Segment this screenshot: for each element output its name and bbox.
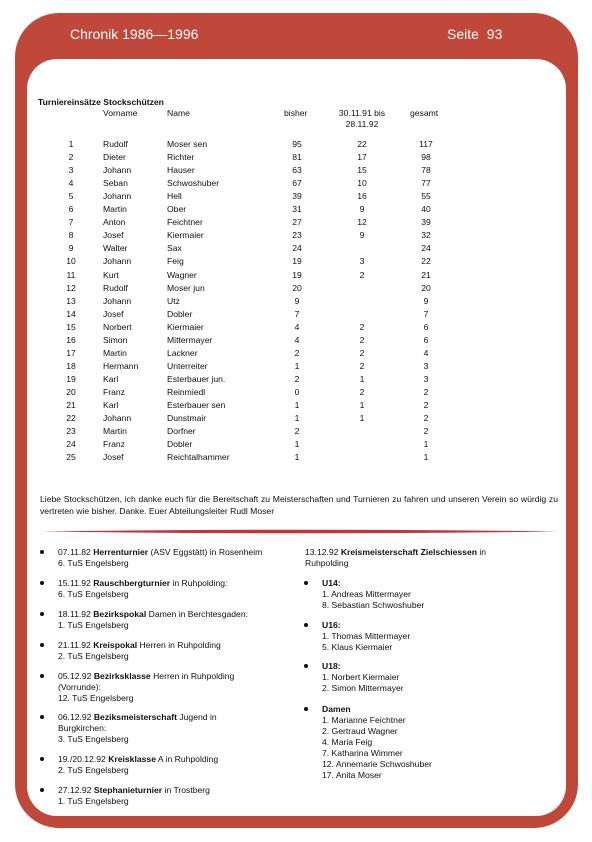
event-result: 3. TuS Engelsberg	[58, 734, 129, 744]
event-result: 6. TuS Engelsberg	[58, 558, 129, 568]
table-title: Turniereinsätze Stockschützen	[38, 97, 164, 107]
group-placing: 1. Thomas Mittermayer	[322, 631, 411, 641]
row-name: Esterbauer sen	[167, 400, 226, 410]
row-rank: 17	[66, 347, 76, 358]
row-gesamt: 4	[423, 347, 429, 358]
event-date: 27.12.92	[58, 785, 94, 795]
row-rank: 7	[68, 217, 74, 228]
row-bisher: 67	[292, 178, 302, 189]
group-placing: 17. Anita Moser	[322, 770, 382, 780]
group-title: U18:	[322, 661, 341, 671]
event-date: 06.12.92	[58, 712, 94, 722]
row-gesamt: 1	[423, 452, 429, 463]
row-bisher: 4	[294, 321, 300, 332]
row-gesamt: 24	[421, 243, 431, 254]
header-period	[332, 108, 392, 130]
kreis-title: Kreismeisterschaft Zielschiessen	[340, 547, 477, 557]
bullet-icon	[40, 788, 44, 792]
row-gesamt: 98	[421, 152, 431, 163]
row-rank: 2	[68, 152, 74, 163]
row-period: 22	[357, 139, 367, 149]
event-title: Herrenturnier	[93, 547, 149, 557]
row-bisher: 1	[294, 452, 300, 463]
row-gesamt: 6	[423, 334, 429, 345]
bullet-icon	[40, 715, 44, 719]
row-name: Wagner	[167, 269, 197, 280]
event-detail: in Trostberg	[162, 785, 210, 795]
row-name: Moser jun	[167, 282, 205, 293]
kreis-group	[322, 661, 552, 694]
row-name: Reichtalhammer	[167, 452, 230, 463]
row-gesamt: 2	[423, 413, 429, 424]
bullet-icon	[304, 707, 308, 711]
event-title: Stephanieturnier	[93, 785, 163, 795]
event-item	[58, 671, 298, 704]
kreis-group	[322, 704, 552, 781]
event-item	[58, 578, 298, 600]
bullet-icon	[40, 550, 44, 554]
row-period: 10	[357, 178, 367, 189]
row-rank: 13	[66, 295, 76, 306]
row-vorname: Martin	[103, 204, 127, 215]
closing-note: Liebe Stockschützen, ich danke euch für die Bereitschaft zu Meisterschaften und Turnieren zu fahren und unseren Verein so würdig zu vertreten wie bisher. Danke. Euer Abteilungsleiter Rudl Moser	[40, 494, 558, 516]
row-gesamt: 9	[423, 295, 429, 306]
row-name: Kiermaier	[167, 230, 204, 241]
event-date: 07.11.82	[58, 547, 94, 557]
row-vorname: Josef	[103, 230, 124, 241]
row-bisher: 1	[294, 360, 300, 371]
row-gesamt: 40	[421, 204, 431, 215]
row-name: Esterbauer jun.	[167, 373, 226, 384]
event-item	[58, 754, 298, 776]
row-gesamt: 7	[423, 308, 429, 319]
event-title: Beziksmeisterschaft	[93, 712, 177, 722]
row-gesamt: 78	[421, 165, 431, 176]
group-placing: 1. Marianne Feichtner	[322, 715, 406, 725]
page-number: Seite 93	[447, 26, 503, 42]
row-period: 2	[359, 334, 365, 345]
event-detail: Damen in Berchtesgaden:	[146, 609, 248, 619]
group-placing: 4. Maria Feig	[322, 737, 373, 747]
header-bisher: bisher	[284, 108, 308, 118]
row-bisher: 19	[292, 269, 302, 280]
row-bisher: 4	[294, 334, 300, 345]
event-result: 1. TuS Engelsberg	[58, 796, 129, 806]
event-title: Kreispokal	[93, 640, 138, 650]
row-rank: 22	[66, 413, 76, 424]
row-name: Hell	[167, 191, 182, 202]
row-bisher: 95	[292, 139, 302, 149]
row-vorname: Norbert	[103, 321, 132, 332]
group-title: U16:	[322, 620, 341, 630]
event-title: Bezirksklasse	[93, 671, 151, 681]
row-period: 2	[359, 269, 365, 280]
row-vorname: Seban	[103, 178, 128, 189]
chronicle-title: Chronik 1986—1996	[70, 26, 199, 42]
row-vorname: Johann	[103, 295, 132, 306]
event-result: 12. TuS Engelsberg	[58, 693, 134, 703]
row-rank: 8	[68, 230, 74, 241]
event-detail: A in Ruhpolding	[155, 754, 219, 764]
header-period-line2: 28.11.92	[345, 119, 379, 129]
row-rank: 1	[68, 139, 74, 149]
row-bisher: 27	[292, 217, 302, 228]
event-detail-cont: Burgkirchen:	[58, 723, 107, 733]
row-rank: 12	[66, 282, 76, 293]
row-vorname: Johann	[103, 256, 132, 267]
row-period: 9	[359, 230, 365, 241]
row-rank: 21	[66, 400, 76, 410]
row-gesamt: 3	[423, 360, 429, 371]
event-detail: Herren in Ruhpolding	[150, 671, 235, 681]
row-name: Reinmiedl	[167, 386, 206, 397]
row-bisher: 19	[292, 256, 302, 267]
event-result: 1. TuS Engelsberg	[58, 620, 129, 630]
row-vorname: Franz	[103, 439, 125, 450]
row-vorname: Kurt	[103, 269, 119, 280]
row-gesamt: 117	[419, 139, 433, 149]
row-rank: 11	[66, 269, 76, 280]
row-rank: 19	[66, 373, 76, 384]
row-gesamt: 1	[423, 439, 429, 450]
row-name: Dunstmair	[167, 413, 207, 424]
divider-line	[40, 529, 558, 534]
row-period: 12	[357, 217, 367, 228]
event-result: 6. TuS Engelsberg	[58, 589, 129, 599]
row-vorname: Rudolf	[103, 139, 128, 149]
row-name: Richter	[167, 152, 195, 163]
event-detail: in Ruhpolding:	[170, 578, 228, 588]
bullet-icon	[40, 674, 44, 678]
row-vorname: Karl	[103, 400, 119, 410]
row-gesamt: 55	[421, 191, 431, 202]
event-detail: (ASV Eggstätt) in Rosenheim	[148, 547, 263, 557]
row-rank: 16	[66, 334, 76, 345]
row-gesamt: 22	[421, 256, 431, 267]
row-period: 2	[359, 386, 365, 397]
bullet-icon	[40, 643, 44, 647]
header-vorname: Vorname	[103, 108, 138, 118]
row-bisher: 24	[292, 243, 302, 254]
row-rank: 6	[68, 204, 74, 215]
row-name: Unterreiter	[167, 360, 208, 371]
bullet-icon	[304, 664, 308, 668]
row-name: Hauser	[167, 165, 195, 176]
row-name: Utz	[167, 295, 180, 306]
group-placing: 2. Gertraud Wagner	[322, 726, 398, 736]
event-date: 15.11.92	[58, 578, 94, 588]
group-placing: 5. Klaus Kiermaier	[322, 642, 393, 652]
event-item	[58, 785, 298, 807]
row-period: 3	[359, 256, 365, 267]
row-name: Dorfner	[167, 426, 196, 437]
row-gesamt: 3	[423, 373, 429, 384]
row-vorname: Johann	[103, 165, 132, 176]
row-bisher: 1	[294, 439, 300, 450]
row-rank: 25	[66, 452, 76, 463]
row-bisher: 0	[294, 386, 300, 397]
row-gesamt: 2	[423, 386, 429, 397]
row-rank: 14	[66, 308, 76, 319]
row-bisher: 31	[292, 204, 302, 215]
row-name: Mittermayer	[167, 334, 213, 345]
row-gesamt: 2	[423, 426, 429, 437]
group-placing: 8. Sebastian Schwoshuber	[322, 600, 425, 610]
row-rank: 18	[66, 360, 76, 371]
row-period: 1	[359, 413, 365, 424]
row-gesamt: 21	[421, 269, 431, 280]
row-period: 1	[359, 400, 365, 410]
row-rank: 9	[68, 243, 74, 254]
kreismeisterschaft-block	[305, 547, 555, 569]
kreis-date: 13.12.92	[305, 547, 341, 557]
event-date: 18.11.92	[58, 609, 94, 619]
row-bisher: 2	[294, 373, 300, 384]
bullet-icon	[40, 757, 44, 761]
group-placing: 2. Simon Mittermayer	[322, 683, 404, 693]
event-detail-cont: (Vorrunde):	[58, 682, 101, 692]
row-name: Lackner	[167, 347, 198, 358]
row-bisher: 63	[292, 165, 302, 176]
row-rank: 20	[66, 386, 76, 397]
row-period: 17	[357, 152, 367, 163]
row-vorname: Simon	[103, 334, 128, 345]
row-vorname: Josef	[103, 308, 124, 319]
row-period: 2	[359, 360, 365, 371]
event-title: Kreisklasse	[108, 754, 156, 764]
row-period: 2	[359, 347, 365, 358]
header-period-line1: 30.11.91 bis	[338, 108, 386, 118]
event-detail: Herren in Ruhpolding	[137, 640, 221, 650]
bullet-icon	[304, 623, 308, 627]
kreis-location: Ruhpolding	[305, 558, 349, 568]
event-item	[58, 712, 298, 745]
row-bisher: 2	[294, 426, 300, 437]
group-placing: 1. Andreas Mittermayer	[322, 589, 411, 599]
row-gesamt: 20	[421, 282, 431, 293]
bullet-icon	[40, 612, 44, 616]
row-rank: 24	[66, 439, 76, 450]
row-bisher: 20	[292, 282, 302, 293]
event-item	[58, 640, 298, 662]
row-period: 15	[357, 165, 367, 176]
bullet-icon	[304, 581, 308, 585]
event-date: 21.11.92	[58, 640, 94, 650]
row-vorname: Josef	[103, 452, 124, 463]
row-vorname: Walter	[103, 243, 128, 254]
kreis-group	[322, 578, 552, 611]
row-period: 9	[359, 204, 365, 215]
event-title: Rauschbergturnier	[93, 578, 171, 588]
row-gesamt: 2	[423, 400, 429, 410]
row-name: Ober	[167, 204, 187, 215]
event-date: 05.12.92	[58, 671, 94, 681]
event-date: 19./20.12.92	[58, 754, 109, 764]
row-bisher: 23	[292, 230, 302, 241]
event-detail: Jugend in	[176, 712, 217, 722]
row-gesamt: 32	[421, 230, 431, 241]
row-gesamt: 77	[421, 178, 431, 189]
row-bisher: 1	[294, 413, 300, 424]
row-bisher: 2	[294, 347, 300, 358]
row-vorname: Martin	[103, 347, 127, 358]
row-bisher: 81	[292, 152, 302, 163]
group-placing: 7. Katharina Wimmer	[322, 748, 403, 758]
row-vorname: Johann	[103, 191, 132, 202]
event-result: 2. TuS Engelsberg	[58, 765, 129, 775]
group-title: Damen	[322, 704, 351, 714]
row-bisher: 1	[294, 400, 300, 410]
row-gesamt: 6	[423, 321, 429, 332]
row-vorname: Hermann	[103, 360, 139, 371]
row-vorname: Johann	[103, 413, 132, 424]
group-title: U14:	[322, 578, 341, 588]
row-vorname: Martin	[103, 426, 127, 437]
row-vorname: Anton	[103, 217, 126, 228]
row-period: 2	[359, 321, 365, 332]
row-name: Feig	[167, 256, 184, 267]
group-placing: 1. Norbert Kiermaier	[322, 672, 400, 682]
header-name: Name	[167, 108, 190, 118]
row-gesamt: 39	[421, 217, 431, 228]
row-period: 1	[359, 373, 365, 384]
row-vorname: Franz	[103, 386, 125, 397]
row-vorname: Karl	[103, 373, 119, 384]
row-vorname: Rudolf	[103, 282, 128, 293]
header-gesamt: gesamt	[410, 108, 439, 118]
row-rank: 3	[68, 165, 74, 176]
row-name: Kiermaier	[167, 321, 204, 332]
event-title: Bezirkspokal	[93, 609, 147, 619]
row-rank: 10	[66, 256, 76, 267]
row-bisher: 7	[294, 308, 300, 319]
event-item	[58, 609, 298, 631]
kreis-post: in	[476, 547, 487, 557]
group-placing: 12. Annemarie Schwoshuber	[322, 759, 432, 769]
kreis-group	[322, 620, 552, 653]
row-name: Feichtner	[167, 217, 203, 228]
row-bisher: 9	[294, 295, 300, 306]
row-rank: 23	[66, 426, 76, 437]
bullet-icon	[40, 581, 44, 585]
row-bisher: 39	[292, 191, 302, 202]
row-name: Sax	[167, 243, 182, 254]
row-rank: 15	[66, 321, 76, 332]
event-result: 2. TuS Engelsberg	[58, 651, 129, 661]
event-item	[58, 547, 298, 569]
row-rank: 5	[68, 191, 74, 202]
row-name: Dobler	[167, 439, 193, 450]
row-period: 16	[357, 191, 367, 202]
row-name: Dobler	[167, 308, 193, 319]
row-rank: 4	[68, 178, 74, 189]
row-vorname: Dieter	[103, 152, 126, 163]
row-name: Schwoshuber	[167, 178, 220, 189]
row-name: Moser sen	[167, 139, 208, 149]
